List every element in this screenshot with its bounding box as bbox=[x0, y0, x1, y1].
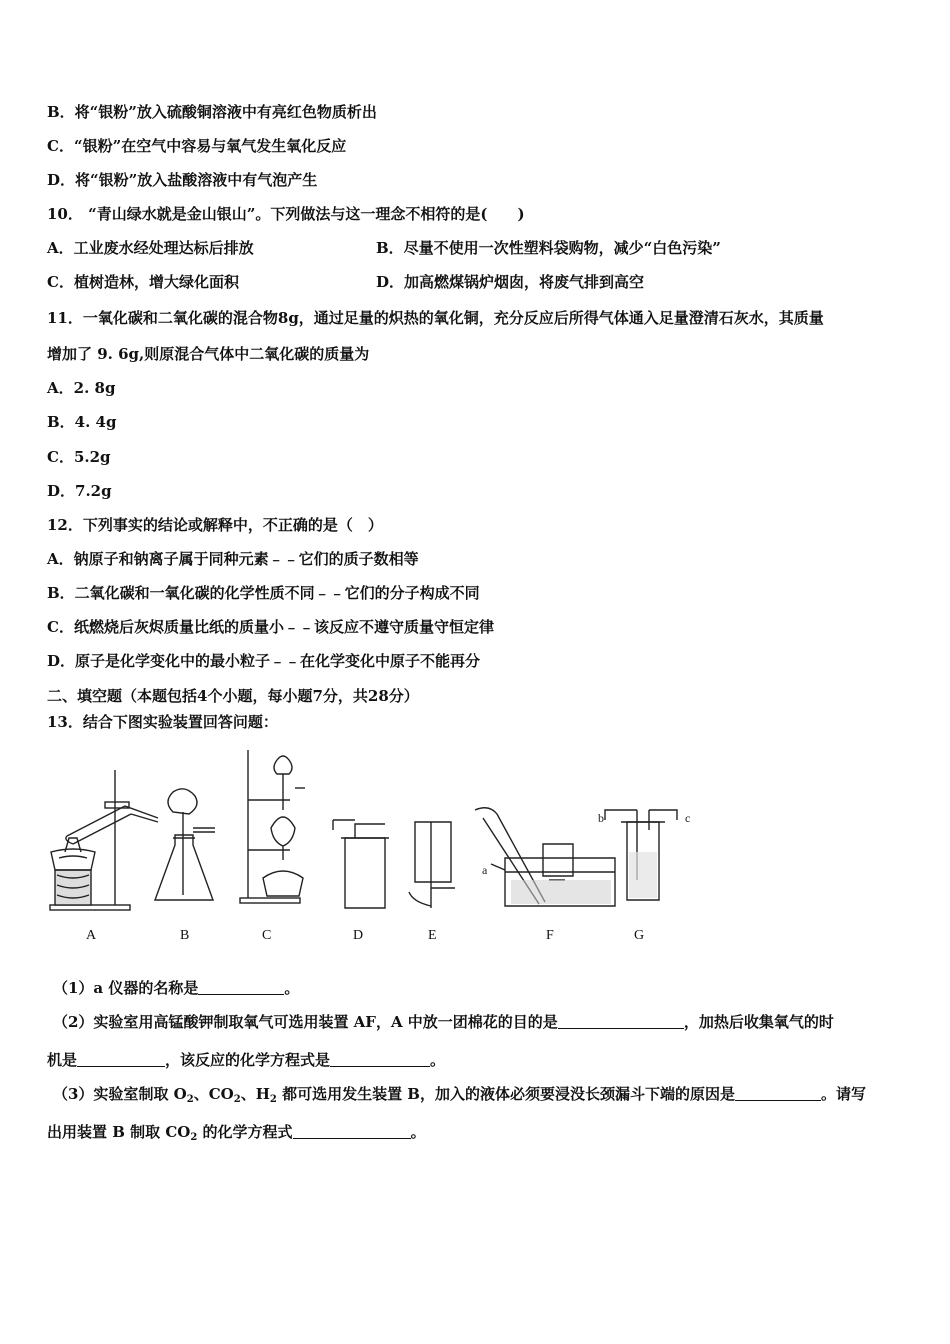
q13-part1 bbox=[53, 978, 299, 998]
q13-part3-line2 bbox=[47, 1122, 426, 1148]
answer-blank[interactable] bbox=[330, 1051, 430, 1067]
q13-part3-end: 。 bbox=[410, 1123, 426, 1141]
q10-option-a: A．工业废水经处理达标后排放 bbox=[47, 239, 254, 257]
q13-part2-end: 。 bbox=[430, 1051, 446, 1069]
q13-stem: 13．结合下图实验装置回答问题： bbox=[47, 713, 278, 731]
q11-option-d: D．7.2g bbox=[47, 482, 112, 500]
q13-part2-text: （2）实验室用高锰酸钾制取氧气可选用装置 AF，A 中放一团棉花的目的是 bbox=[53, 1013, 558, 1031]
q9-option-c: C．“银粉”在空气中容易与氧气发生氧化反应 bbox=[47, 137, 347, 155]
label-a-pointer: a bbox=[482, 863, 488, 877]
section-heading: 二、填空题（本题包括4个小题，每小题7分，共28分） bbox=[47, 687, 419, 705]
q11-option-c: C．5.2g bbox=[47, 448, 111, 466]
label-c-outlet: c bbox=[685, 811, 691, 825]
label-b-inlet: b bbox=[598, 811, 604, 825]
subscript: 2 bbox=[269, 1094, 277, 1105]
q13-part3-text: （3）实验室制取 O bbox=[53, 1085, 187, 1103]
answer-blank[interactable] bbox=[558, 1013, 684, 1029]
q13-part2-text2: 机是 bbox=[47, 1051, 78, 1069]
label-apparatus-a: A bbox=[86, 928, 97, 943]
q10-stem: 10． “青山绿水就是金山银山”。下列做法与这一理念不相符的是( ) bbox=[47, 205, 525, 223]
subscript: 2 bbox=[190, 1132, 198, 1143]
label-apparatus-b: B bbox=[180, 928, 190, 943]
q13-part2-line2 bbox=[47, 1050, 445, 1070]
q13-part3-text: 。请写 bbox=[820, 1085, 866, 1103]
q13-part3-line1 bbox=[53, 1084, 866, 1110]
q12-stem: 12．下列事实的结论或解释中，不正确的是（ ） bbox=[47, 516, 383, 534]
q12-option-b: B．二氧化碳和一氧化碳的化学性质不同﹣﹣它们的分子构成不同 bbox=[47, 584, 480, 602]
q13-part2-text3: ，该反应的化学方程式是 bbox=[165, 1051, 331, 1069]
apparatus-c bbox=[240, 750, 305, 903]
q12-option-d: D．原子是化学变化中的最小粒子﹣﹣在化学变化中原子不能再分 bbox=[47, 652, 481, 670]
q9-option-b: B．将“银粉”放入硫酸铜溶液中有亮红色物质析出 bbox=[47, 103, 377, 121]
q10-option-b: B．尽量不使用一次性塑料袋购物，减少“白色污染” bbox=[376, 239, 721, 257]
subscript: 2 bbox=[186, 1094, 194, 1105]
q12-option-a: A．钠原子和钠离子属于同种元素﹣﹣它们的质子数相等 bbox=[47, 550, 419, 568]
label-apparatus-c: C bbox=[262, 928, 272, 943]
q10-option-d: D．加高燃煤锅炉烟囱，将废气排到高空 bbox=[376, 273, 645, 291]
q13-part1-end: 。 bbox=[284, 979, 300, 997]
q11-stem-line1: 11．一氧化碳和二氧化碳的混合物8g，通过足量的炽热的氧化铜，充分反应后所得气体通入足量澄清石灰水，其质量 bbox=[47, 309, 824, 327]
answer-blank[interactable] bbox=[293, 1123, 411, 1139]
q11-option-a: A．2. 8g bbox=[47, 379, 116, 397]
q13-part1-text: （1）a 仪器的名称是 bbox=[53, 979, 199, 997]
subscript: 2 bbox=[233, 1094, 241, 1105]
apparatus-b bbox=[155, 789, 215, 900]
answer-blank[interactable] bbox=[735, 1085, 821, 1101]
apparatus-d bbox=[333, 820, 389, 908]
apparatus-a bbox=[50, 770, 158, 910]
q13-part2-line1 bbox=[53, 1012, 834, 1032]
q9-option-d: D．将“银粉”放入盐酸溶液中有气泡产生 bbox=[47, 171, 318, 189]
q13-part2-cont: ，加热后收集氧气的时 bbox=[683, 1013, 834, 1031]
q10-option-c: C．植树造林，增大绿化面积 bbox=[47, 273, 239, 291]
label-apparatus-e: E bbox=[428, 928, 437, 943]
apparatus-e bbox=[409, 822, 455, 908]
label-apparatus-d: D bbox=[353, 928, 364, 943]
q13-part3-text: 都可选用发生装置 B，加入的液体必须要浸没长颈漏斗下端的原因是 bbox=[276, 1085, 735, 1103]
q12-option-c: C．纸燃烧后灰烬质量比纸的质量小﹣﹣该反应不遵守质量守恒定律 bbox=[47, 618, 494, 636]
q13-part3-text: 的化学方程式 bbox=[197, 1123, 293, 1141]
q13-part3-text: 、H bbox=[240, 1085, 270, 1103]
q11-stem-line2: 增加了 9. 6g,则原混合气体中二氧化碳的质量为 bbox=[47, 345, 370, 363]
answer-blank[interactable] bbox=[198, 979, 284, 995]
apparatus-figure bbox=[45, 740, 725, 920]
q13-part3-text: 、CO bbox=[193, 1085, 234, 1103]
label-apparatus-f: F bbox=[546, 928, 554, 943]
q11-option-b: B．4. 4g bbox=[47, 413, 117, 431]
answer-blank[interactable] bbox=[77, 1051, 165, 1067]
label-apparatus-g: G bbox=[634, 928, 645, 943]
q13-part3-text: 出用装置 B 制取 CO bbox=[47, 1123, 191, 1141]
